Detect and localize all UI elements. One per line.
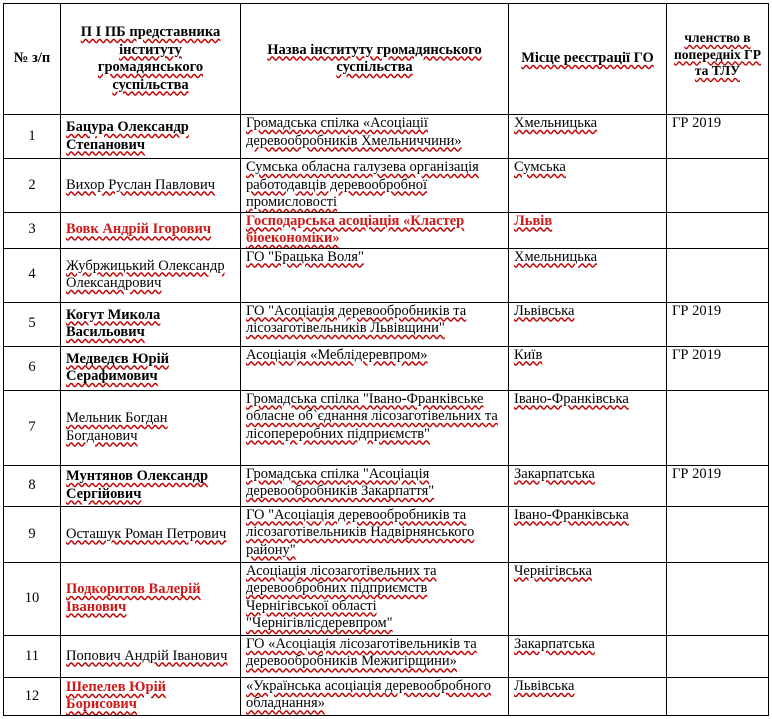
registration-place: Закарпатська xyxy=(509,465,667,506)
membership xyxy=(667,562,769,635)
organization-name: Громадська спілка "Івано-Франківське обласне об`єднання лісозаготівельних та лісопереробних підприємств" xyxy=(241,390,509,465)
row-number: 2 xyxy=(4,159,61,213)
membership xyxy=(667,635,769,677)
membership: ГР 2019 xyxy=(667,115,769,159)
row-number: 1 xyxy=(4,115,61,159)
representative-name: Жубржицький Олександр Олександрович xyxy=(61,248,241,302)
representative-name: Мельник Богдан Богданович xyxy=(61,390,241,465)
table-row xyxy=(4,635,769,677)
organization-name: ГО "Асоціація деревообробників та лісозаготівельників Надвірнянського району" xyxy=(241,506,509,562)
membership xyxy=(667,390,769,465)
header-row xyxy=(4,4,769,115)
representative-name: Шепелев Юрій Борисович xyxy=(61,677,241,715)
table-row xyxy=(4,212,769,248)
header-number: № з/п xyxy=(4,4,61,115)
representative-name: Осташук Роман Петрович xyxy=(61,506,241,562)
representative-name: Когут Микола Васильович xyxy=(61,302,241,346)
organization-name: Громадська спілка «Асоціації деревообробників Хмельниччини» xyxy=(241,115,509,159)
membership: ГР 2019 xyxy=(667,302,769,346)
registration-place: Івано-Франківська xyxy=(509,390,667,465)
row-number: 5 xyxy=(4,302,61,346)
table-row xyxy=(4,346,769,390)
organization-name: Асоціація лісозаготівельних та деревообробних підприємств Чернігівської області "Чернігівлісдеревпром" xyxy=(241,562,509,635)
row-number: 4 xyxy=(4,248,61,302)
row-number: 6 xyxy=(4,346,61,390)
organization-name: ГО "Брацька Воля" xyxy=(241,248,509,302)
registration-place: Львівська xyxy=(509,677,667,715)
registration-place: Сумська xyxy=(509,159,667,213)
membership xyxy=(667,212,769,248)
representative-name: Бацура Олександр Степанович xyxy=(61,115,241,159)
table-row xyxy=(4,390,769,465)
row-number: 3 xyxy=(4,212,61,248)
header-organization: Назва інституту громадянського суспільства xyxy=(241,4,509,115)
membership xyxy=(667,677,769,715)
organization-name: Громадська спілка "Асоціація деревообробників Закарпаття" xyxy=(241,465,509,506)
representative-name: Подкоритов Валерій Іванович xyxy=(61,562,241,635)
representative-name: Медведєв Юрій Серафимович xyxy=(61,346,241,390)
table-row xyxy=(4,159,769,213)
membership xyxy=(667,159,769,213)
table-row xyxy=(4,302,769,346)
registration-place: Київ xyxy=(509,346,667,390)
row-number: 12 xyxy=(4,677,61,715)
row-number: 8 xyxy=(4,465,61,506)
header-name: П І ПБ представника інституту громадянського суспільства xyxy=(61,4,241,115)
header-registration: Місце реєстрації ГО xyxy=(509,4,667,115)
table-row xyxy=(4,248,769,302)
organization-name: Асоціація «Меблідеревпром» xyxy=(241,346,509,390)
organization-name: «Українська асоціація деревообробного обладнання» xyxy=(241,677,509,715)
registration-place: Закарпатська xyxy=(509,635,667,677)
membership: ГР 2019 xyxy=(667,465,769,506)
table-row xyxy=(4,115,769,159)
registration-place: Хмельницька xyxy=(509,115,667,159)
organization-name: ГО "Асоціація деревообробників та лісозаготівельників Львівщини" xyxy=(241,302,509,346)
registration-place: Хмельницька xyxy=(509,248,667,302)
table-row xyxy=(4,465,769,506)
representative-name: Вовк Андрій Ігорович xyxy=(61,212,241,248)
membership xyxy=(667,506,769,562)
row-number: 10 xyxy=(4,562,61,635)
representative-name: Вихор Руслан Павлович xyxy=(61,159,241,213)
row-number: 11 xyxy=(4,635,61,677)
organization-name: Сумська обласна галузева організація работодавців деревообробної промисловості xyxy=(241,159,509,213)
row-number: 7 xyxy=(4,390,61,465)
membership xyxy=(667,248,769,302)
representative-name: Попович Андрій Іванович xyxy=(61,635,241,677)
organization-name: Господарська асоціація «Кластер біоекономіки» xyxy=(241,212,509,248)
registration-place: Чернігівська xyxy=(509,562,667,635)
registration-place: Львівська xyxy=(509,302,667,346)
representative-name: Мунтянов Олександр Сергійович xyxy=(61,465,241,506)
table-row xyxy=(4,677,769,715)
members-table xyxy=(3,3,769,716)
header-membership: членство в попередніх ГР та ТЛУ xyxy=(667,4,769,115)
membership: ГР 2019 xyxy=(667,346,769,390)
row-number: 9 xyxy=(4,506,61,562)
table-row xyxy=(4,562,769,635)
organization-name: ГО «Асоціація лісозаготівельників та деревообробників Межигірщини» xyxy=(241,635,509,677)
registration-place: Львів xyxy=(509,212,667,248)
registration-place: Івано-Франківська xyxy=(509,506,667,562)
table-row xyxy=(4,506,769,562)
